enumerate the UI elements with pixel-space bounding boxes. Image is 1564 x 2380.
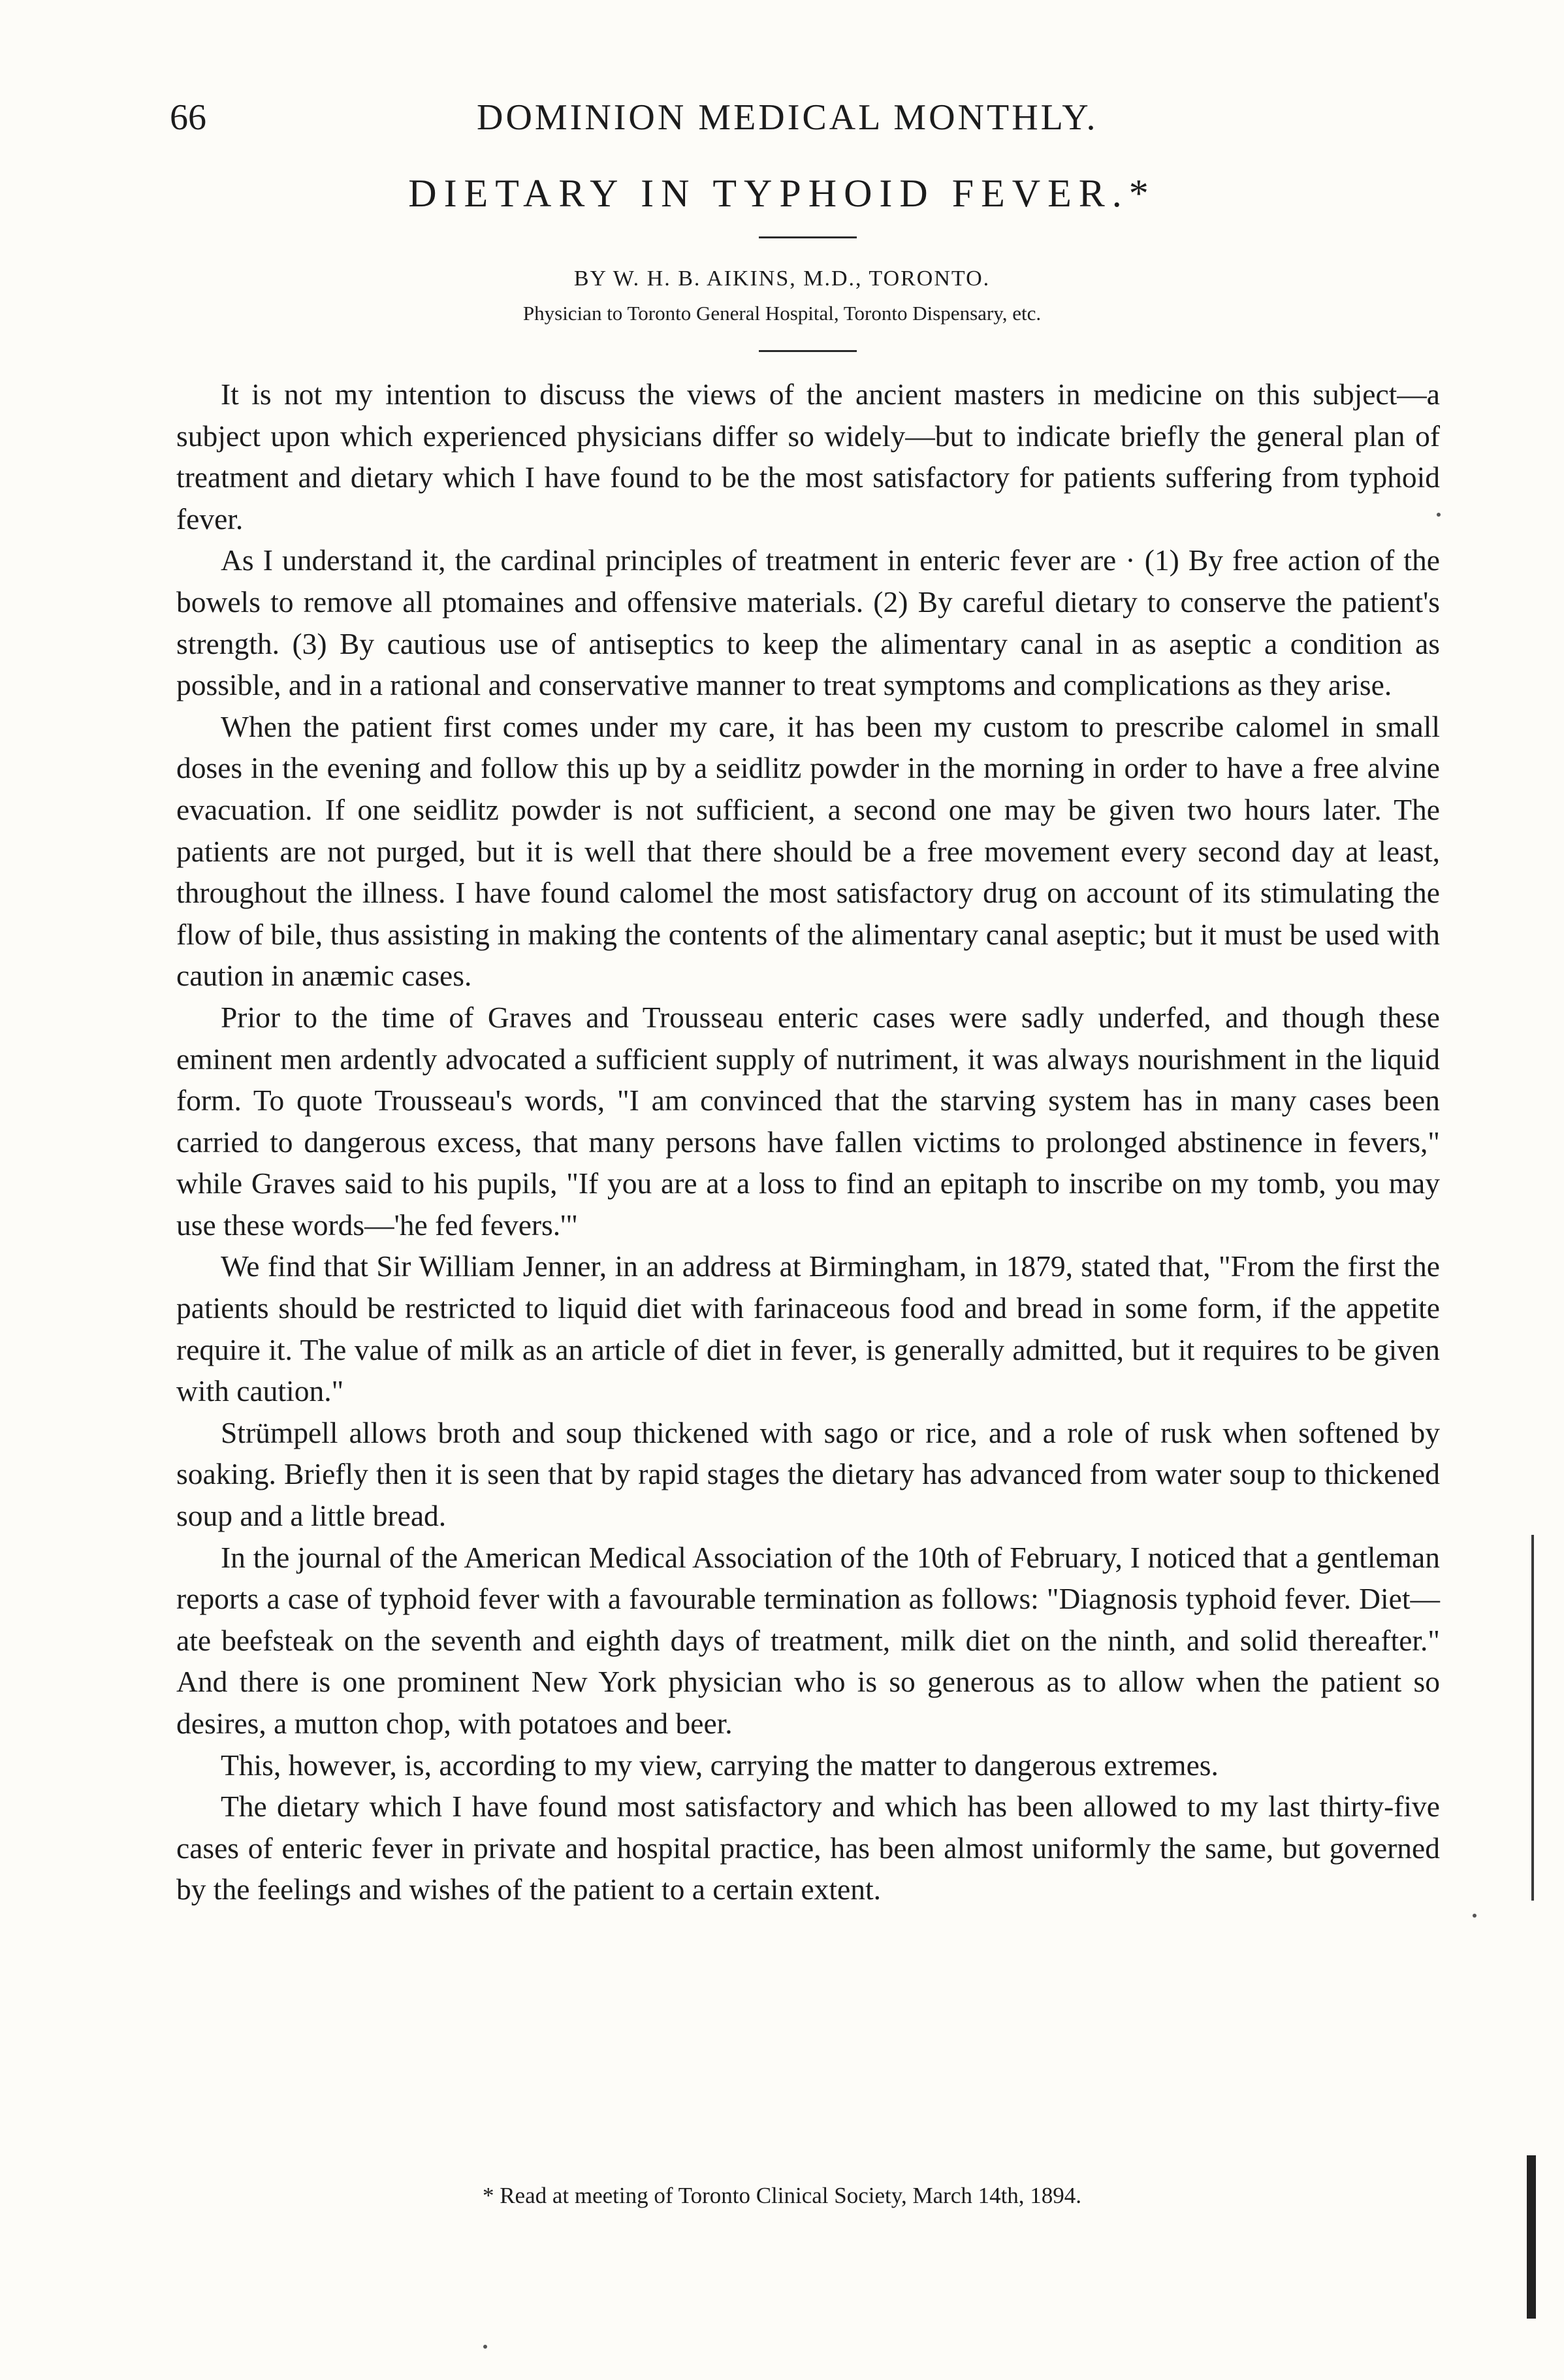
author-affiliation: Physician to Toronto General Hospital, Toronto Dispensary, etc. — [522, 302, 1042, 325]
margin-scan-mark — [1527, 2155, 1536, 2319]
paragraph-extremes: This, however, is, according to my view, carrying the matter to dangerous extremes. — [221, 1748, 1219, 1782]
paragraph-jenner: We find that Sir William Jenner, in an address at Birmingham, in 1879, stated that, "From the first the patients should be restricted to liquid diet with farinaceous food and bread in some form, if the appetite require it. The value of milk as an article of diet in fever, is generally admitted, but it requires to be given with caution." — [176, 1249, 1440, 1408]
paragraph-graves-trousseau: Prior to the time of Graves and Trousseau enteric cases were sadly underfed, and though these eminent men ardently advocated a sufficient supply of nutriment, it was always nourishment in the liquid form. To quote Trousseau's words, "I am convinced that the starving system has in many cases been carried to dangerous excess, that many persons have fallen victims to prolonged abstinence in fevers," while Graves said to his pupils, "If you are at a loss to find an epitaph to inscribe on my tomb, you may use these words—'he fed fevers.'" — [176, 1000, 1440, 1242]
article-body — [176, 374, 1440, 1910]
scan-speck — [483, 2345, 487, 2349]
paragraph-calomel: When the patient first comes under my care, it has been my custom to prescribe calomel in small doses in the evening and follow this up by a seidlitz powder in the morning in order to have a free alvine evacuation. If one seidlitz powder is not sufficient, a second one may be given two hours later. The patients are not purged, but it is well that there should be a free movement every second day at least, throughout the illness. I have found calomel the most satisfactory drug on account of its stimulating the flow of bile, thus assisting in making the contents of the alimentary canal aseptic; but it must be used with caution in anæmic cases. — [176, 709, 1440, 993]
scan-speck — [1473, 1914, 1476, 1918]
scan-speck — [1437, 513, 1441, 517]
byline-divider — [759, 350, 857, 352]
paragraph-strumpell: Strümpell allows broth and soup thickened with sago or rice, and a role of rusk when softened by soaking. Briefly then it is seen that by rapid stages the dietary has advanced from water soup to thickened soup and a little bread. — [176, 1415, 1440, 1533]
article-title: DIETARY IN TYPHOID FEVER.* — [408, 172, 1156, 215]
paragraph-ama-journal: In the journal of the American Medical Association of the 10th of February, I noticed that a gentleman reports a case of typhoid fever with a favourable termination as follows: "Diagnosis typhoid fever. Diet—ate beefsteak on the seventh and eighth days of treatment, milk diet on the ninth, and solid thereafter." And there is one prominent New York physician who is so generous as to allow when the patient so desires, a mutton chop, with potatoes and beer. — [176, 1540, 1440, 1740]
margin-scan-mark — [1531, 1535, 1534, 1901]
running-head — [170, 97, 1443, 155]
paragraph-dietary: The dietary which I have found most satisfactory and which has been allowed to my last thirty-five cases of enteric fever in private and hospital practice, has been almost uniformly the same, but governed by the feelings and wishes of the patient to a certain extent. — [176, 1790, 1440, 1906]
paragraph-principles: As I understand it, the cardinal principles of treatment in enteric fever are · (1) By free action of the bowels to remove all ptomaines and offensive materials. (2) By careful dietary to conserve the patient's strength. (3) By cautious use of antiseptics to keep the alimentary canal in as aseptic a condition as possible, and in a rational and conservative manner to treat symptoms and complications as they arise. — [176, 543, 1440, 702]
journal-title: DOMINION MEDICAL MONTHLY. — [477, 97, 1098, 138]
footnote: * Read at meeting of Toronto Clinical Society, March 14th, 1894. — [482, 2183, 1082, 2208]
paragraph-intro: It is not my intention to discuss the views of the ancient masters in medicine on this subject—a subject upon which experienced physicians differ so widely—but to indicate briefly the general plan of treatment and dietary which I have found to be the most satisfactory for patients suffering from typhoid fever. — [176, 378, 1440, 536]
title-divider — [759, 236, 857, 238]
page-number: 66 — [170, 97, 206, 138]
author-byline: BY W. H. B. AIKINS, M.D., TORONTO. — [573, 266, 991, 291]
